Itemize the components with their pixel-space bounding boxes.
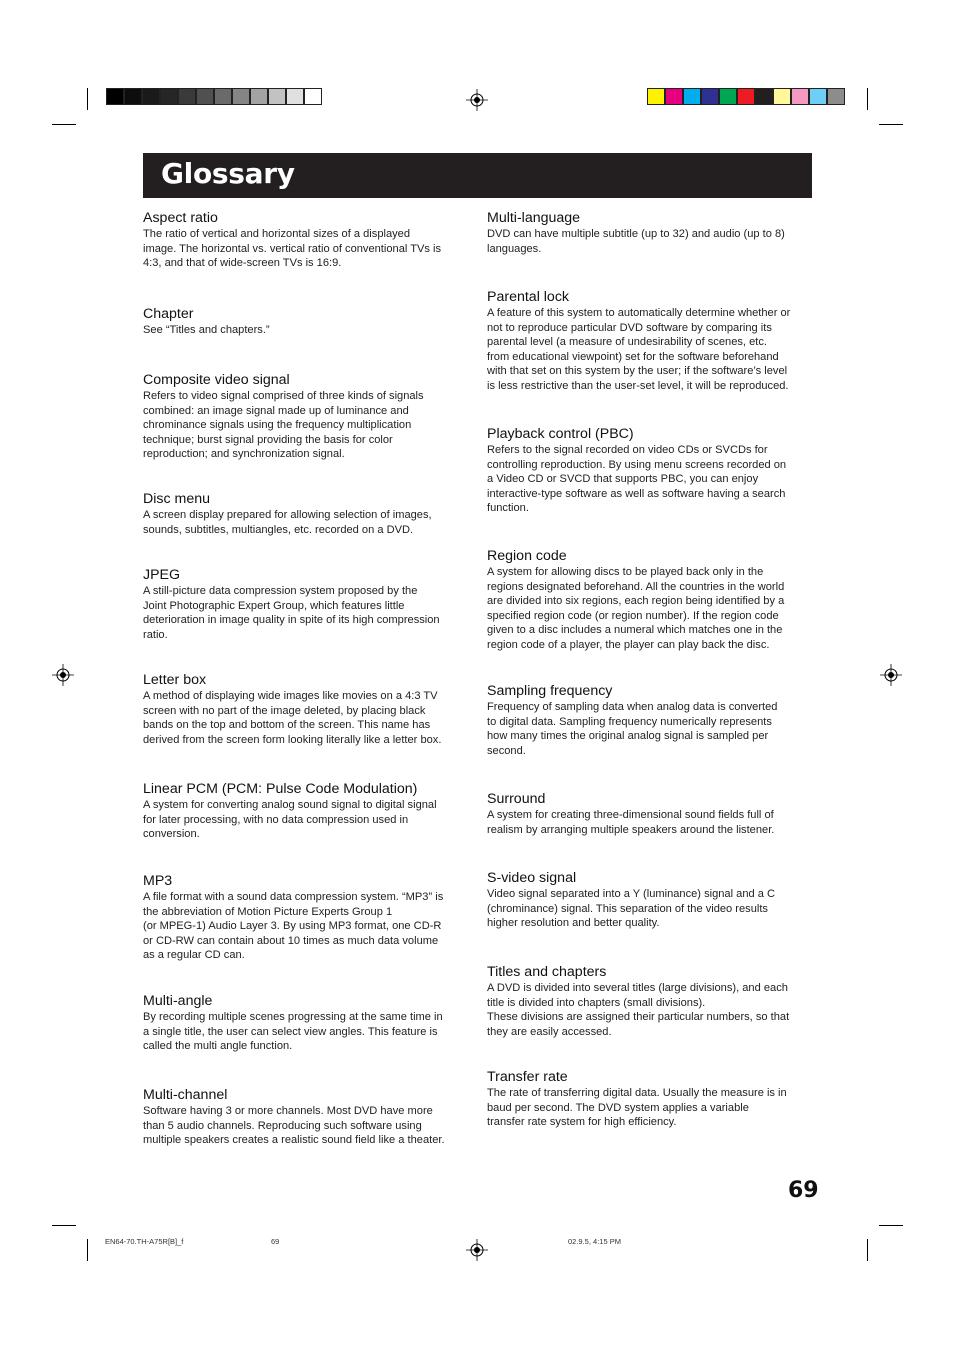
- definition-line: A system for converting analog sound signal to digital signal: [143, 799, 437, 811]
- definition-line: or CD-RW can contain about 10 times as much data volume: [143, 934, 439, 947]
- color-swatch: [755, 88, 773, 105]
- glossary-definition: [487, 700, 813, 758]
- definition-line: are divided into six regions, each region being identified by a: [487, 595, 785, 607]
- glossary-term: Chapter: [143, 306, 194, 322]
- crop-mark: [867, 1239, 868, 1261]
- color-swatch: [232, 88, 250, 105]
- glossary-definition: [143, 389, 469, 462]
- color-swatch: [665, 88, 683, 105]
- definition-line: A method of displaying wide images like movies on a 4:3 TV: [143, 690, 438, 702]
- glossary-entry: [143, 873, 469, 963]
- definition-line: chrominance signals using the frequency multiplication: [143, 419, 412, 431]
- glossary-term: Aspect ratio: [143, 210, 218, 226]
- definition-line: the abbreviation of Motion Picture Experts Group 1: [143, 905, 393, 918]
- definition-line: is less restrictive than the user-set level, it will be reproduced.: [487, 379, 789, 392]
- definition-line: technique; burst signal providing the basis for color: [143, 433, 393, 446]
- glossary-entry: [143, 491, 469, 537]
- glossary-term: Multi-language: [487, 210, 581, 226]
- glossary-term: Multi-channel: [143, 1087, 228, 1103]
- registration-mark-icon: [880, 664, 902, 686]
- definition-line: See “Titles and chapters.”: [143, 324, 270, 336]
- definition-line: screen with no part of the image deleted, by placing black: [143, 704, 426, 717]
- glossary-entry: [143, 210, 469, 271]
- color-swatch: [160, 88, 178, 105]
- definition-line: baud per second. The DVD system applies a variable: [487, 1101, 749, 1114]
- color-swatch: [791, 88, 809, 105]
- color-swatch: [142, 88, 160, 105]
- definition-line: These divisions are assigned their particular numbers, so that: [487, 1011, 790, 1023]
- color-swatch: [773, 88, 791, 105]
- definition-line: reproduction; and synchronization signal.: [143, 448, 345, 460]
- glossary-definition: [487, 565, 813, 652]
- definition-line: The rate of transferring digital data. Usually the measure is in: [487, 1087, 787, 1099]
- glossary-definition: [487, 227, 813, 256]
- glossary-definition: [487, 306, 813, 393]
- glossary-definition: [143, 1010, 469, 1054]
- glossary-term: Disc menu: [143, 491, 211, 507]
- definition-line: not to reproduce particular DVD software by comparing its: [487, 321, 772, 334]
- definition-line: given to a disc includes a numeral which matches one in the: [487, 624, 783, 636]
- definition-line: to digital data. Sampling frequency numerically represents: [487, 715, 772, 728]
- definition-line: they are easily accessed.: [487, 1025, 612, 1038]
- crop-mark: [52, 1225, 76, 1226]
- glossary-definition: [487, 443, 813, 516]
- definition-line: conversion.: [143, 828, 200, 840]
- crop-mark: [52, 124, 76, 125]
- crop-mark: [87, 1239, 88, 1261]
- color-swatch: [719, 88, 737, 105]
- definition-line: parental level (a measure of undesirability of scenes, etc.: [487, 336, 767, 348]
- registration-mark-icon: [52, 664, 74, 686]
- color-swatch: [214, 88, 232, 105]
- definition-line: from educational viewpoint) set for the software beforehand: [487, 350, 779, 363]
- crop-mark: [867, 88, 868, 110]
- glossary-term: Parental lock: [487, 289, 570, 305]
- color-swatch: [647, 88, 665, 105]
- glossary-term: Titles and chapters: [487, 964, 607, 980]
- definition-line: function.: [487, 502, 529, 514]
- grayscale-color-bar: [106, 88, 322, 106]
- glossary-term: JPEG: [143, 567, 181, 583]
- process-color-bar: [647, 88, 845, 106]
- color-swatch: [196, 88, 214, 105]
- definition-line: derived from the screen form looking literally like a letter box.: [143, 733, 442, 746]
- crop-mark: [87, 88, 88, 110]
- definition-line: region code of a player, the player can play back the disc.: [487, 638, 770, 651]
- color-swatch: [250, 88, 268, 105]
- glossary-entry: [487, 426, 813, 516]
- glossary-definition: [143, 227, 469, 271]
- definition-line: multiple speakers creates a realistic sound field like a theater.: [143, 1134, 445, 1146]
- definition-line: combined: an image signal made up of luminance and: [143, 404, 409, 417]
- definition-line: title is divided into chapters (small divisions).: [487, 996, 706, 1009]
- footer-file-name: EN64-70.TH-A75R[B]_f: [105, 1237, 184, 1246]
- color-swatch: [124, 88, 142, 105]
- definition-line: A DVD is divided into several titles (large divisions), and each: [487, 982, 788, 994]
- definition-line: as a regular CD can.: [143, 949, 245, 961]
- title-banner: [143, 153, 812, 198]
- definition-line: Video signal separated into a Y (luminance) signal and a C: [487, 888, 776, 900]
- definition-line: A system for allowing discs to be played back only in the: [487, 566, 764, 578]
- glossary-entry: [143, 1087, 469, 1148]
- glossary-definition: [487, 1086, 813, 1130]
- glossary-term: Surround: [487, 791, 546, 807]
- glossary-definition: [143, 508, 469, 537]
- definition-line: A file format with a sound data compression system. “MP3” is: [143, 891, 444, 903]
- definition-line: than 5 audio channels. Reproducing such software using: [143, 1119, 422, 1132]
- color-swatch: [268, 88, 286, 105]
- glossary-term: Letter box: [143, 672, 207, 688]
- definition-line: controlling reproduction. By using menu screens recorded on: [487, 458, 787, 471]
- glossary-entry: [487, 683, 813, 758]
- definition-line: 4:3, and that of wide-screen TVs is 16:9.: [143, 257, 342, 269]
- glossary-definition: [143, 689, 469, 747]
- definition-line: called the multi angle function.: [143, 1040, 293, 1052]
- color-swatch: [683, 88, 701, 105]
- definition-line: ratio.: [143, 628, 168, 641]
- definition-line: A system for creating three-dimensional sound fields full of: [487, 809, 774, 821]
- glossary-entry: [487, 791, 813, 837]
- color-swatch: [286, 88, 304, 105]
- color-swatch: [827, 88, 845, 105]
- glossary-entry: [143, 781, 469, 842]
- definition-line: how many times the original analog signal is sampled per: [487, 730, 769, 742]
- page-title: Glossary: [161, 157, 295, 190]
- glossary-entry: [487, 964, 813, 1039]
- definition-line: with that set on this system by the user; if the software’s level: [487, 365, 788, 377]
- glossary-definition: [143, 584, 469, 642]
- glossary-entry: [143, 306, 469, 338]
- definition-line: DVD can have multiple subtitle (up to 32) and audio (up to 8): [487, 228, 785, 240]
- definition-line: Refers to the signal recorded on video CDs or SVCDs for: [487, 444, 768, 456]
- glossary-term: Playback control (PBC): [487, 426, 634, 442]
- definition-line: Joint Photographic Expert Group, which features little: [143, 599, 405, 612]
- definition-line: languages.: [487, 242, 542, 255]
- definition-line: image. The horizontal vs. vertical ratio of conventional TVs is: [143, 242, 442, 255]
- definition-line: Refers to video signal comprised of three kinds of signals: [143, 390, 424, 402]
- glossary-term: Composite video signal: [143, 372, 290, 388]
- glossary-definition: [143, 323, 469, 338]
- color-swatch: [304, 88, 322, 105]
- glossary-entry: [487, 289, 813, 393]
- glossary-term: Multi-angle: [143, 993, 213, 1009]
- definition-line: higher resolution and better quality.: [487, 917, 660, 929]
- glossary-entry: [487, 1069, 813, 1130]
- definition-line: (chrominance) signal. This separation of the video results: [487, 902, 768, 915]
- glossary-definition: [143, 1104, 469, 1148]
- definition-line: specified region code (or region number). If the region code: [487, 609, 779, 622]
- glossary-term: Transfer rate: [487, 1069, 568, 1085]
- color-swatch: [701, 88, 719, 105]
- glossary-entry: [487, 548, 813, 652]
- glossary-definition: [487, 981, 813, 1039]
- page-number: 69: [788, 1178, 819, 1203]
- definition-line: Software having 3 or more channels. Most DVD have more: [143, 1105, 433, 1117]
- definition-line: second.: [487, 744, 526, 757]
- glossary-term: Linear PCM (PCM: Pulse Code Modulation): [143, 781, 418, 797]
- definition-line: interactive-type software as well as software having a search: [487, 487, 786, 500]
- definition-line: for later processing, with no data compression used in: [143, 813, 409, 826]
- crop-mark: [879, 1225, 903, 1226]
- glossary-entry: [143, 567, 469, 642]
- footer-page: 69: [271, 1237, 280, 1246]
- color-swatch: [809, 88, 827, 105]
- glossary-definition: [143, 798, 469, 842]
- definition-line: Frequency of sampling data when analog data is converted: [487, 701, 778, 713]
- crop-mark: [879, 124, 903, 125]
- definition-line: A still-picture data compression system proposed by the: [143, 585, 418, 597]
- definition-line: By recording multiple scenes progressing at the same time in: [143, 1011, 443, 1023]
- definition-line: (or MPEG-1) Audio Layer 3. By using MP3 format, one CD-R: [143, 920, 442, 932]
- glossary-term: Region code: [487, 548, 567, 564]
- glossary-definition: [487, 887, 813, 931]
- definition-line: sounds, subtitles, multiangles, etc. recorded on a DVD.: [143, 523, 414, 536]
- glossary-entry: [487, 210, 813, 256]
- glossary-entry: [487, 870, 813, 931]
- glossary-entry: [143, 993, 469, 1054]
- definition-line: deterioration in image quality in spite of its high compression: [143, 614, 440, 626]
- definition-line: a single title, the user can select view angles. This feature is: [143, 1025, 438, 1038]
- footer-timestamp: 02.9.5, 4:15 PM: [568, 1237, 621, 1246]
- color-swatch: [737, 88, 755, 105]
- definition-line: a Video CD or SVCD that supports PBC, you can enjoy: [487, 473, 759, 485]
- definition-line: A feature of this system to automatically determine whether or: [487, 307, 791, 319]
- registration-mark-icon: [466, 1239, 488, 1261]
- definition-line: transfer rate system for high efficiency.: [487, 1116, 677, 1128]
- definition-line: The ratio of vertical and horizontal sizes of a displayed: [143, 228, 411, 240]
- color-swatch: [178, 88, 196, 105]
- glossary-term: S-video signal: [487, 870, 577, 886]
- color-swatch: [106, 88, 124, 105]
- definition-line: realism by arranging multiple speakers around the listener.: [487, 823, 775, 836]
- glossary-term: Sampling frequency: [487, 683, 613, 699]
- glossary-entry: [143, 372, 469, 462]
- definition-line: regions designated beforehand. All the countries in the world: [487, 580, 785, 593]
- glossary-definition: [143, 890, 469, 963]
- definition-line: bands on the top and bottom of the screen. This name has: [143, 719, 431, 731]
- glossary-entry: [143, 672, 469, 747]
- registration-mark-icon: [466, 89, 488, 111]
- definition-line: A screen display prepared for allowing selection of images,: [143, 509, 432, 521]
- glossary-term: MP3: [143, 873, 173, 889]
- glossary-definition: [487, 808, 813, 837]
